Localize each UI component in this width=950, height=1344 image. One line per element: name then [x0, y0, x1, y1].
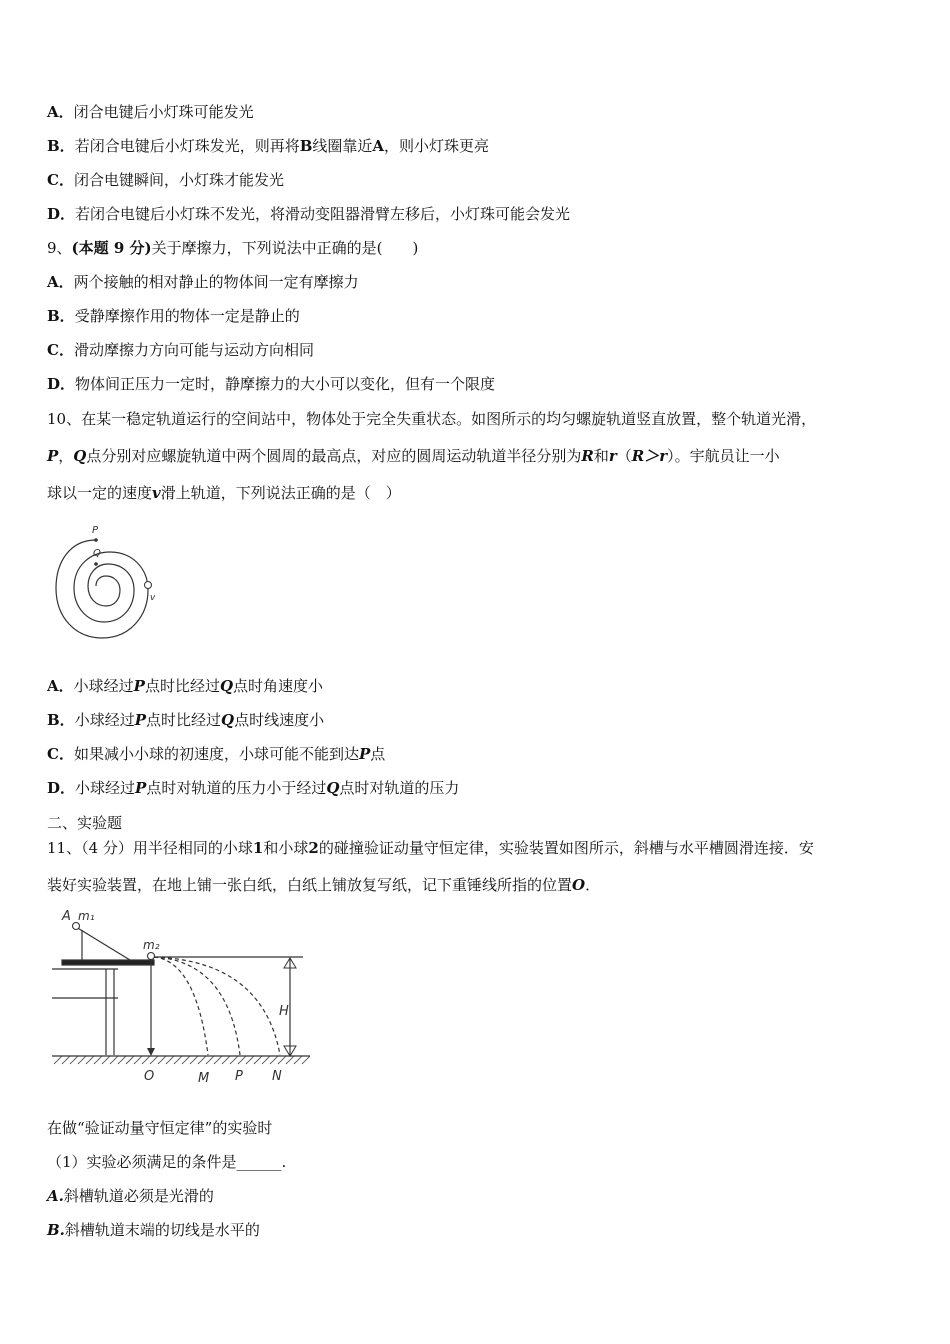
label-m2: m₂	[143, 938, 160, 952]
point-q-marker	[94, 562, 98, 566]
section-title: 二、实验题	[47, 814, 123, 832]
option-text: 若闭合电键后小灯珠发光，则再将	[74, 137, 300, 155]
radius-comparison: R＞r	[631, 447, 668, 465]
option-text: 点	[370, 745, 386, 763]
option-text: 两个接触的相对静止的物体间一定有摩擦力	[73, 273, 359, 291]
option-label: D．	[47, 205, 76, 223]
spiral-track-figure	[48, 518, 168, 646]
option-label: C．	[47, 171, 74, 189]
question-text: 球以一定的速度	[47, 484, 153, 502]
question-number: 9、	[47, 239, 72, 257]
q9-option-a	[47, 272, 359, 292]
q10-option-d	[47, 778, 459, 798]
symbol: B	[299, 137, 313, 155]
ball-m1	[73, 923, 80, 930]
question-text: （4 分）用半径相同的小球	[81, 839, 253, 857]
option-text: 线圈靠近	[312, 137, 373, 155]
ball-m2	[148, 953, 155, 960]
q11-sub-question-1: （1）实验必须满足的条件是______.	[47, 1153, 287, 1171]
question-text: ．	[585, 876, 601, 894]
question-text: 的碰撞验证动量守恒定律，实验装置如图所示，斜槽与水平槽圆滑连接．安	[318, 839, 814, 857]
option-text: ，则小灯珠更亮	[384, 137, 490, 155]
symbol-r: R	[581, 447, 594, 465]
symbol-v: v	[152, 484, 161, 502]
ball-number: 1	[252, 839, 264, 857]
option-label: C．	[47, 745, 74, 763]
question-text: 点分别对应螺旋轨道中两个圆周的最高点，对应的圆周运动轨道半径分别为	[86, 447, 582, 465]
ground-hatching	[54, 1056, 310, 1064]
label-m1: m₁	[78, 909, 95, 923]
option-text: 斜槽轨道必须是光滑的	[63, 1187, 214, 1205]
q10-stem-line-1	[47, 409, 816, 429]
q11-intro: 在做“验证动量守恒定律”的实验时	[47, 1119, 273, 1137]
q8-option-b	[47, 136, 489, 156]
symbol-q: Q	[219, 677, 234, 695]
option-label: A．	[47, 103, 74, 121]
q9-option-d	[47, 374, 495, 394]
option-text: 小球经过	[73, 677, 134, 695]
q10-stem-line-3	[47, 483, 401, 503]
option-text: 小球经过	[75, 779, 136, 797]
option-label: B．	[47, 307, 75, 325]
label-v: v	[150, 593, 156, 603]
option-text: 点时线速度小	[234, 711, 325, 729]
question-text: 滑上轨道，下列说法正确的是（ ）	[160, 484, 401, 502]
label-q: Q	[93, 548, 101, 559]
q11-option-a	[47, 1186, 214, 1206]
symbol: A	[372, 137, 385, 155]
label-n: N	[272, 1069, 282, 1084]
symbol-q: Q	[326, 779, 340, 797]
trajectory-n	[154, 957, 280, 1055]
label-p: P	[92, 525, 99, 536]
symbol-small-r: r	[608, 447, 617, 465]
symbol-p: P	[134, 711, 146, 729]
option-label: A.	[47, 1187, 64, 1205]
question-text: ）。宇航员让一小	[667, 447, 780, 465]
horizontal-groove	[62, 960, 154, 965]
q10-option-a	[47, 676, 323, 696]
q11-stem-line-2	[47, 875, 600, 895]
option-text: 受静摩擦作用的物体一定是静止的	[74, 307, 300, 325]
spiral-track	[56, 540, 148, 638]
label-m: M	[198, 1071, 210, 1086]
symbol-p: P	[133, 677, 145, 695]
question-text: 和	[593, 447, 609, 465]
symbol-p: P	[135, 779, 147, 797]
q10-option-c	[47, 744, 385, 764]
label-a: A	[62, 909, 71, 924]
option-text: 点时角速度小	[233, 677, 324, 695]
option-text: 滑动摩擦力方向可能与运动方向相同	[73, 341, 314, 359]
option-label: D．	[47, 779, 76, 797]
trajectory-p	[154, 957, 240, 1055]
option-text: 点时对轨道的压力	[339, 779, 460, 797]
option-text: 点时对轨道的压力小于经过	[146, 779, 327, 797]
q10-option-b	[47, 710, 324, 730]
option-label: A．	[47, 677, 74, 695]
label-p: P	[235, 1069, 243, 1084]
label-o: O	[144, 1069, 155, 1084]
question-number: 11、	[47, 839, 82, 857]
q9-option-b	[47, 306, 300, 326]
symbol-p: P	[358, 745, 371, 763]
option-label: C．	[47, 341, 74, 359]
symbol-p: P	[47, 447, 59, 465]
option-text: 闭合电键后小灯珠可能发光	[73, 103, 254, 121]
ball-number: 2	[308, 839, 319, 857]
option-text: 闭合电键瞬间，小灯珠才能发光	[73, 171, 284, 189]
option-text: 斜槽轨道末端的切线是水平的	[64, 1221, 260, 1239]
option-text: 点时比经过	[144, 677, 220, 695]
q11-stem-line-1	[47, 838, 814, 858]
question-number: 10、	[47, 410, 82, 428]
option-label: B．	[47, 137, 75, 155]
option-label: D．	[47, 375, 76, 393]
question-text: 装好实验装置，在地上铺一张白纸，白纸上铺放复写纸，记下重锤线所指的位置	[47, 876, 573, 894]
option-label: A．	[47, 273, 74, 291]
q10-stem-line-2	[47, 446, 780, 466]
option-text: 物体间正压力一定时，静摩擦力的大小可以变化，但有一个限度	[75, 375, 496, 393]
symbol-q: Q	[221, 711, 235, 729]
trajectory-m	[154, 957, 208, 1055]
option-text: 如果减小小球的初速度，小球可能不能到达	[73, 745, 359, 763]
option-text: 点时比经过	[145, 711, 221, 729]
q8-option-c	[47, 170, 284, 190]
option-label: B.	[47, 1221, 65, 1239]
q9-stem	[47, 238, 418, 258]
option-text: 若闭合电键后小灯珠不发光，将滑动变阻器滑臂左移后，小灯珠可能会发光	[75, 205, 571, 223]
symbol-o: O	[572, 876, 586, 894]
question-score: (本题 9 分)	[71, 239, 152, 257]
incline-ramp	[76, 927, 130, 960]
option-label: B．	[47, 711, 75, 729]
q8-option-d	[47, 204, 570, 224]
plumb-arrowhead	[147, 1048, 155, 1056]
collision-apparatus-figure	[48, 905, 313, 1087]
question-text: 关于摩擦力，下列说法中正确的是( )	[151, 239, 419, 257]
q8-option-a	[47, 102, 254, 122]
question-text: （	[616, 447, 632, 465]
question-text: 和小球	[263, 839, 309, 857]
option-text: 小球经过	[74, 711, 135, 729]
q9-option-c	[47, 340, 314, 360]
point-p-marker	[94, 538, 98, 542]
symbol-q: Q	[73, 447, 87, 465]
ball	[145, 582, 152, 589]
q11-option-b	[47, 1220, 260, 1240]
label-h: H	[279, 1004, 289, 1019]
question-text: 在某一稳定轨道运行的空间站中，物体处于完全失重状态。如图所示的均匀螺旋轨道竖直放置，整个轨道光滑，	[81, 410, 817, 428]
question-text: ，	[58, 447, 74, 465]
